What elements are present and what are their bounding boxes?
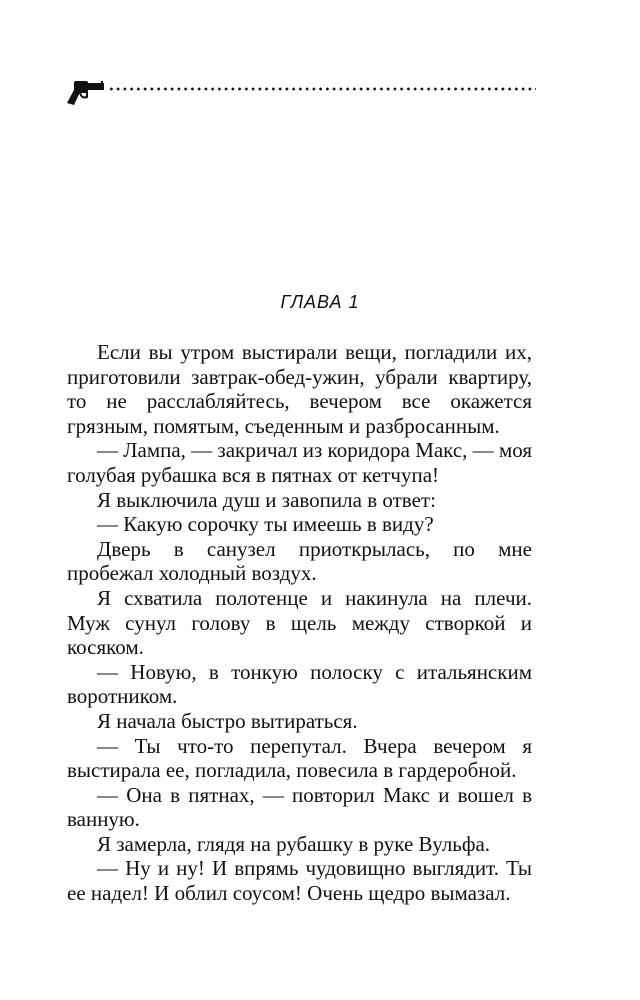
paragraph: — Ты что-то перепутал. Вчера вечером я выстирала ее, погладила, повесила в гардеробной. [67,733,532,783]
paragraph: — Какую сорочку ты имеешь в виду? [97,512,434,537]
paragraph: — Ну и ну! И впрямь чудовищно выглядит. Ты ее надел! И облил соусом! Очень щедро вымазал. [67,856,532,906]
paragraph: Если вы утром выстирали вещи, погладили их, приготовили завтрак-обед-ужин, убрали квартиру, то не расслабляйтесь, вечером все окажется грязным, помятым, съеденным и разбросанным. [67,340,532,438]
paragraph: Я схватила полотенце и накинула на плечи. Муж сунул голову в щель между створкой и косяком. [67,585,532,660]
paragraph: — Новую, в тонкую полоску с итальянским воротником. [67,659,532,709]
chapter-title: ГЛАВА 1 [280,292,360,312]
revolver-icon [66,78,106,108]
body-text [67,340,532,906]
dotted-rule [108,87,536,91]
paragraph: Я выключила душ и завопила в ответ: [97,487,436,512]
paragraph: — Она в пятнах, — повторил Макс и вошел в ванную. [67,782,532,832]
paragraph: — Лампа, — закричал из коридора Макс, — моя голубая рубашка вся в пятнах от кетчупа! [67,438,532,487]
paragraph: Я начала быстро вытираться. [97,708,358,733]
paragraph: Дверь в санузел приоткрылась, по мне пробежал холодный воздух. [67,536,532,586]
paragraph: Я замерла, глядя на рубашку в руке Вульфа. [97,831,491,856]
header-ornament [66,78,536,108]
